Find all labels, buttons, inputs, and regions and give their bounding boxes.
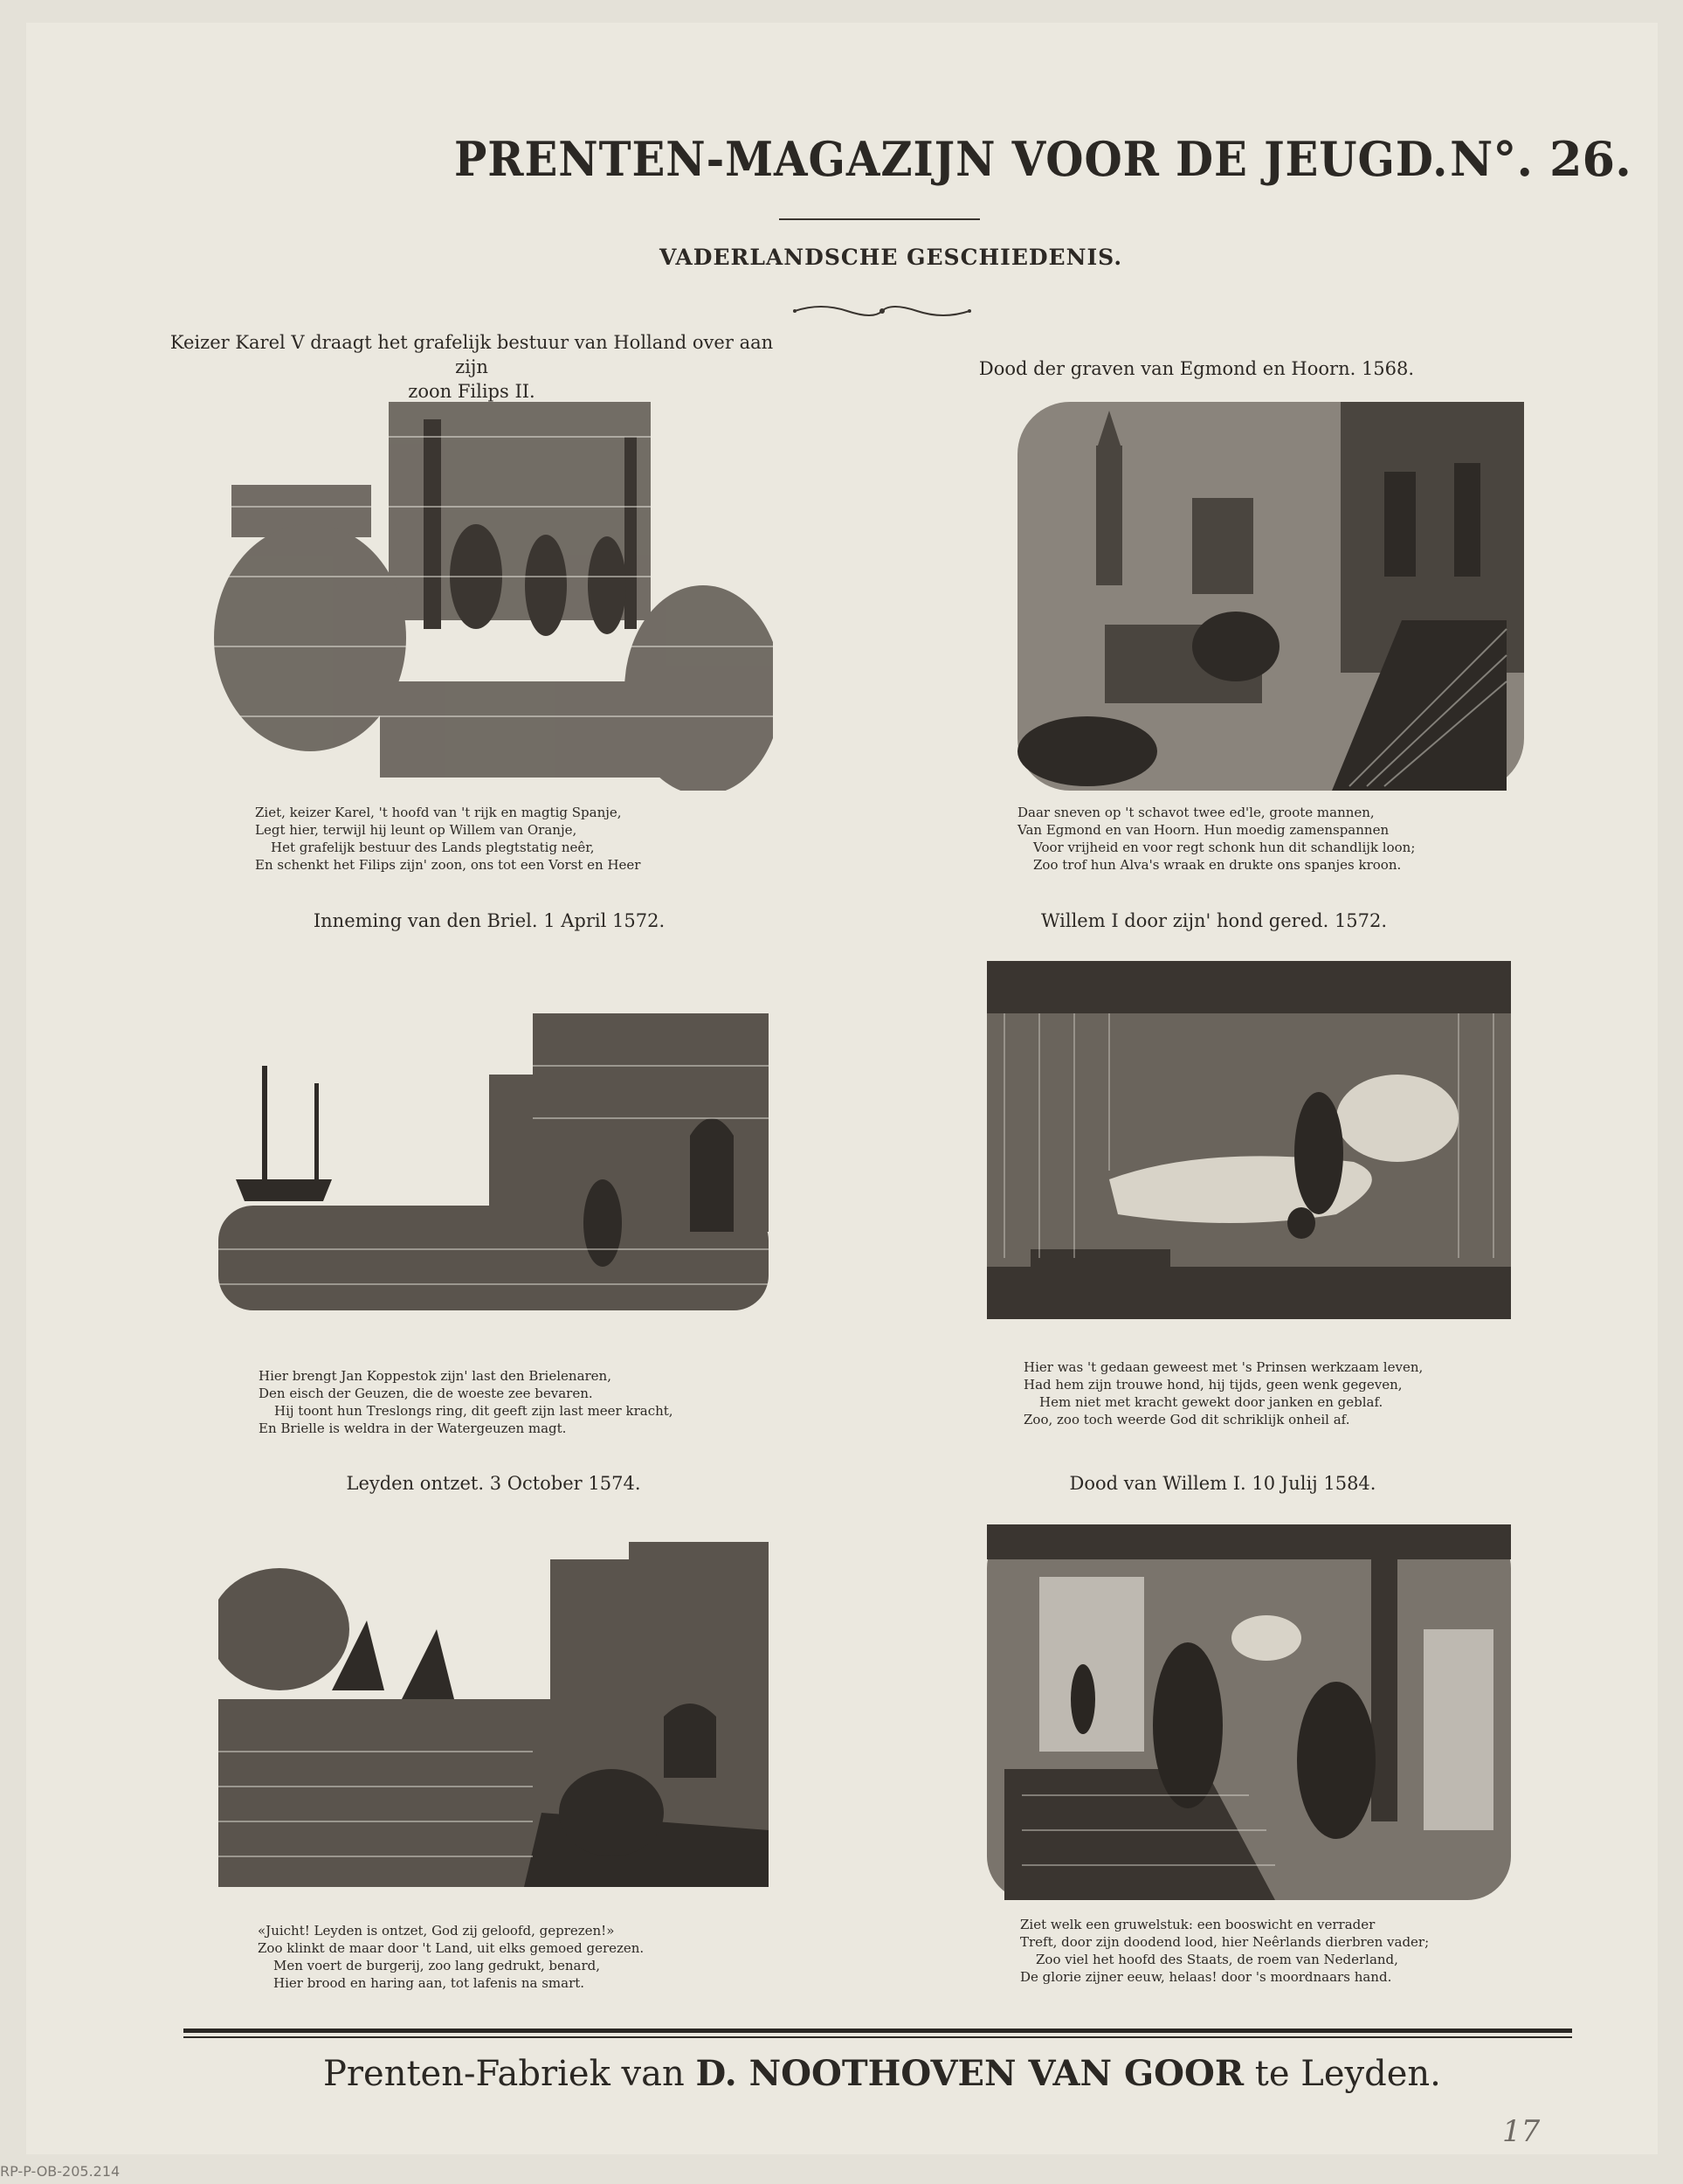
engraving-egmond-hoorn-execution (1017, 402, 1524, 791)
caption-panel-5: Leyden ontzet. 3 October 1574. (346, 1473, 641, 1494)
handwritten-number: 17 (1502, 2114, 1541, 2149)
verse-panel-1: Ziet, keizer Karel, 't hoofd van 't rijk en magtig Spanje, Legt hier, terwijl hij leunt op Willem van Oranje, Het grafelijk bestuur des Lands plegtstatig neêr, En schenkt het Filips zijn' zoon, ons tot een Vorst en Heer (255, 805, 641, 873)
engraving-leyden-ontzet (218, 1524, 769, 1887)
section-subtitle: VADERLANDSCHE GESCHIEDENIS. (659, 245, 1123, 270)
publisher-imprint: Prenten-Fabriek van D. NOOTHOVEN VAN GOOR te Leyden. (323, 2053, 1441, 2094)
caption-panel-1: Keizer Karel V draagt het grafelijk bestuur van Holland over aan zijn zoon Filips II. (169, 332, 774, 402)
engraving-dood-willem-i (987, 1524, 1511, 1900)
verse-panel-2: Daar sneven op 't schavot twee ed'le, groote mannen, Van Egmond en van Hoorn. Hun moedig zamenspannen Voor vrijheid en voor regt schonk hun dit schandlijk loon; Zoo trof hun Alva's wraak en drukte ons spanjes kroon. (1017, 805, 1416, 873)
engraving-inneming-briel (218, 961, 769, 1310)
verse-panel-5: «Juicht! Leyden is ontzet, God zij geloofd, geprezen!» Zoo klinkt de maar door 't Land, uit elks gemoed gerezen. Men voert de burgerij, zoo lang gedrukt, benard, Hier brood en haring aan, tot lafenis na smart. (258, 1923, 645, 1991)
page-title: PRENTEN-MAGAZIJN VOOR DE JEUGD. (454, 131, 1449, 187)
caption-panel-4: Willem I door zijn' hond gered. 1572. (1040, 910, 1388, 931)
caption-panel-2: Dood der graven van Egmond en Hoorn. 1568. (978, 358, 1415, 379)
caption-panel-3: Inneming van den Briel. 1 April 1572. (313, 910, 666, 931)
issue-number: N°. 26. (1450, 131, 1631, 187)
ornament-flourish-icon (786, 302, 978, 320)
verse-panel-4: Hier was 't gedaan geweest met 's Prinsen werkzaam leven, Had hem zijn trouwe hond, hij tijds, geen wenk gegeven, Hem niet met kracht gewekt door janken en geblaf. Zoo, zoo toch weerde God dit schriklijk onheil af. (1024, 1359, 1424, 1427)
title-divider (779, 218, 980, 220)
caption-panel-6: Dood van Willem I. 10 Julij 1584. (1069, 1473, 1376, 1494)
engraving-karel-v-abdication (214, 402, 773, 791)
inventory-number: RP-P-OB-205.214 (0, 2163, 121, 2180)
verse-panel-3: Hier brengt Jan Koppestok zijn' last den Brielenaren, Den eisch der Geuzen, die de woeste zee bevaren. Hij toont hun Treslongs ring, dit geeft zijn last meer kracht, En Brielle is weldra in der Watergeuzen magt. (259, 1368, 673, 1436)
footer-rule-thin (183, 2036, 1572, 2038)
footer-rule-thick (183, 2028, 1572, 2033)
verse-panel-6: Ziet welk een gruwelstuk: een booswicht en verrader Treft, door zijn doodend lood, hier Neêrlands dierbren vader; Zoo viel het hoofd des Staats, de roem van Nederland, De glorie zijner eeuw, helaas! door 's moordnaars hand. (1020, 1917, 1430, 1985)
engraving-willem-hond (987, 961, 1511, 1319)
